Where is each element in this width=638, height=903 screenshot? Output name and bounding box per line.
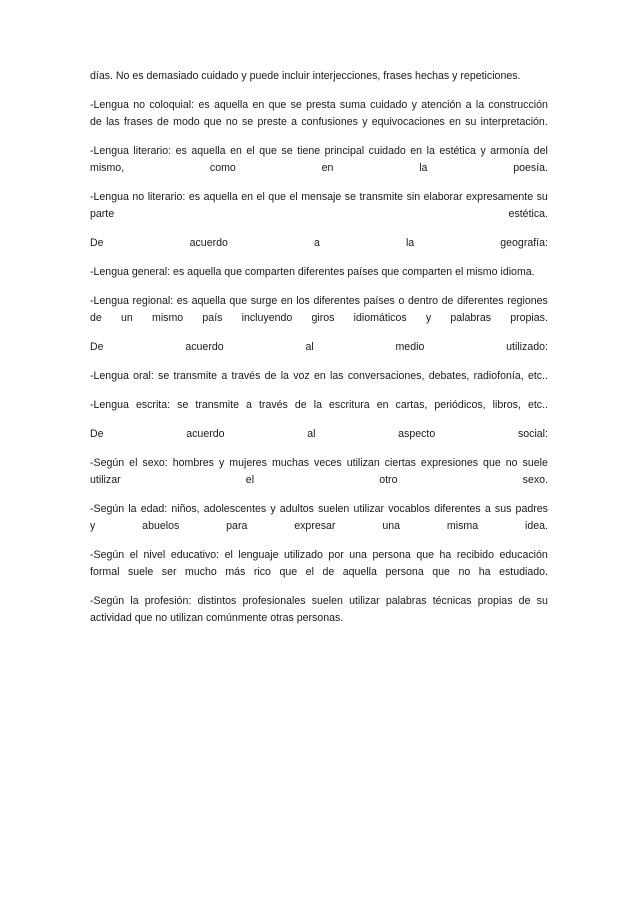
text-line: -Lengua literario: es aquella en el que se tiene principal cuidado en la estética y armonía del <box>90 145 548 157</box>
text-line: De acuerdo a la geografía: <box>90 237 548 249</box>
text-line: parte estética. <box>90 208 548 220</box>
text-line: -Lengua no literario: es aquella en el que el mensaje se transmite sin elaborar expresamente su <box>90 191 548 203</box>
text-line: días. No es demasiado cuidado y puede incluir interjecciones, frases hechas y repeticiones. <box>90 70 521 82</box>
text-line: De acuerdo al medio utilizado: <box>90 341 548 353</box>
text-line: -Según la edad: niños, adolescentes y adultos suelen utilizar vocablos diferentes a sus padres <box>90 503 548 515</box>
text-line: -Lengua regional: es aquella que surge en los diferentes países o dentro de diferentes regiones <box>90 295 548 307</box>
text-line: -Según el sexo: hombres y mujeres muchas veces utilizan ciertas expresiones que no suele <box>90 457 548 469</box>
paragraph <box>90 339 548 356</box>
text-line: de un mismo país incluyendo giros idiomáticos y palabras propias. <box>90 312 548 324</box>
text-line: -Lengua escrita: se transmite a través de la escritura en cartas, periódicos, libros, etc.. <box>90 399 548 411</box>
text-line: mismo, como en la poesía. <box>90 162 548 174</box>
text-line: -Según el nivel educativo: el lenguaje utilizado por una persona que ha recibido educación <box>90 549 548 561</box>
paragraph <box>90 593 548 627</box>
paragraph <box>90 397 548 414</box>
text-line: -Según la profesión: distintos profesionales suelen utilizar palabras técnicas propias de su <box>90 595 548 607</box>
paragraph <box>90 68 548 85</box>
text-line: actividad que no utilizan comúnmente otras personas. <box>90 612 344 624</box>
paragraph <box>90 264 548 281</box>
paragraph <box>90 235 548 252</box>
text-line: -Lengua oral: se transmite a través de la voz en las conversaciones, debates, radiofonía, etc.. <box>90 370 548 382</box>
paragraph <box>90 547 548 581</box>
paragraph <box>90 293 548 327</box>
paragraph <box>90 455 548 489</box>
paragraph <box>90 97 548 131</box>
paragraph <box>90 368 548 385</box>
text-line: utilizar el otro sexo. <box>90 474 548 486</box>
text-line: -Lengua no coloquial: es aquella en que se presta suma cuidado y atención a la construcción <box>90 99 548 111</box>
paragraph <box>90 501 548 535</box>
text-line: De acuerdo al aspecto social: <box>90 428 548 440</box>
text-line: de las frases de modo que no se preste a confusiones y equivocaciones en su interpretación. <box>90 116 548 128</box>
text-line: y abuelos para expresar una misma idea. <box>90 520 548 532</box>
document-page <box>90 68 548 639</box>
paragraph <box>90 189 548 223</box>
text-line: formal suele ser mucho más rico que el de aquella persona que no ha estudiado. <box>90 566 548 578</box>
paragraph <box>90 143 548 177</box>
paragraph <box>90 426 548 443</box>
text-line: -Lengua general: es aquella que comparten diferentes países que comparten el mismo idioma. <box>90 266 535 278</box>
